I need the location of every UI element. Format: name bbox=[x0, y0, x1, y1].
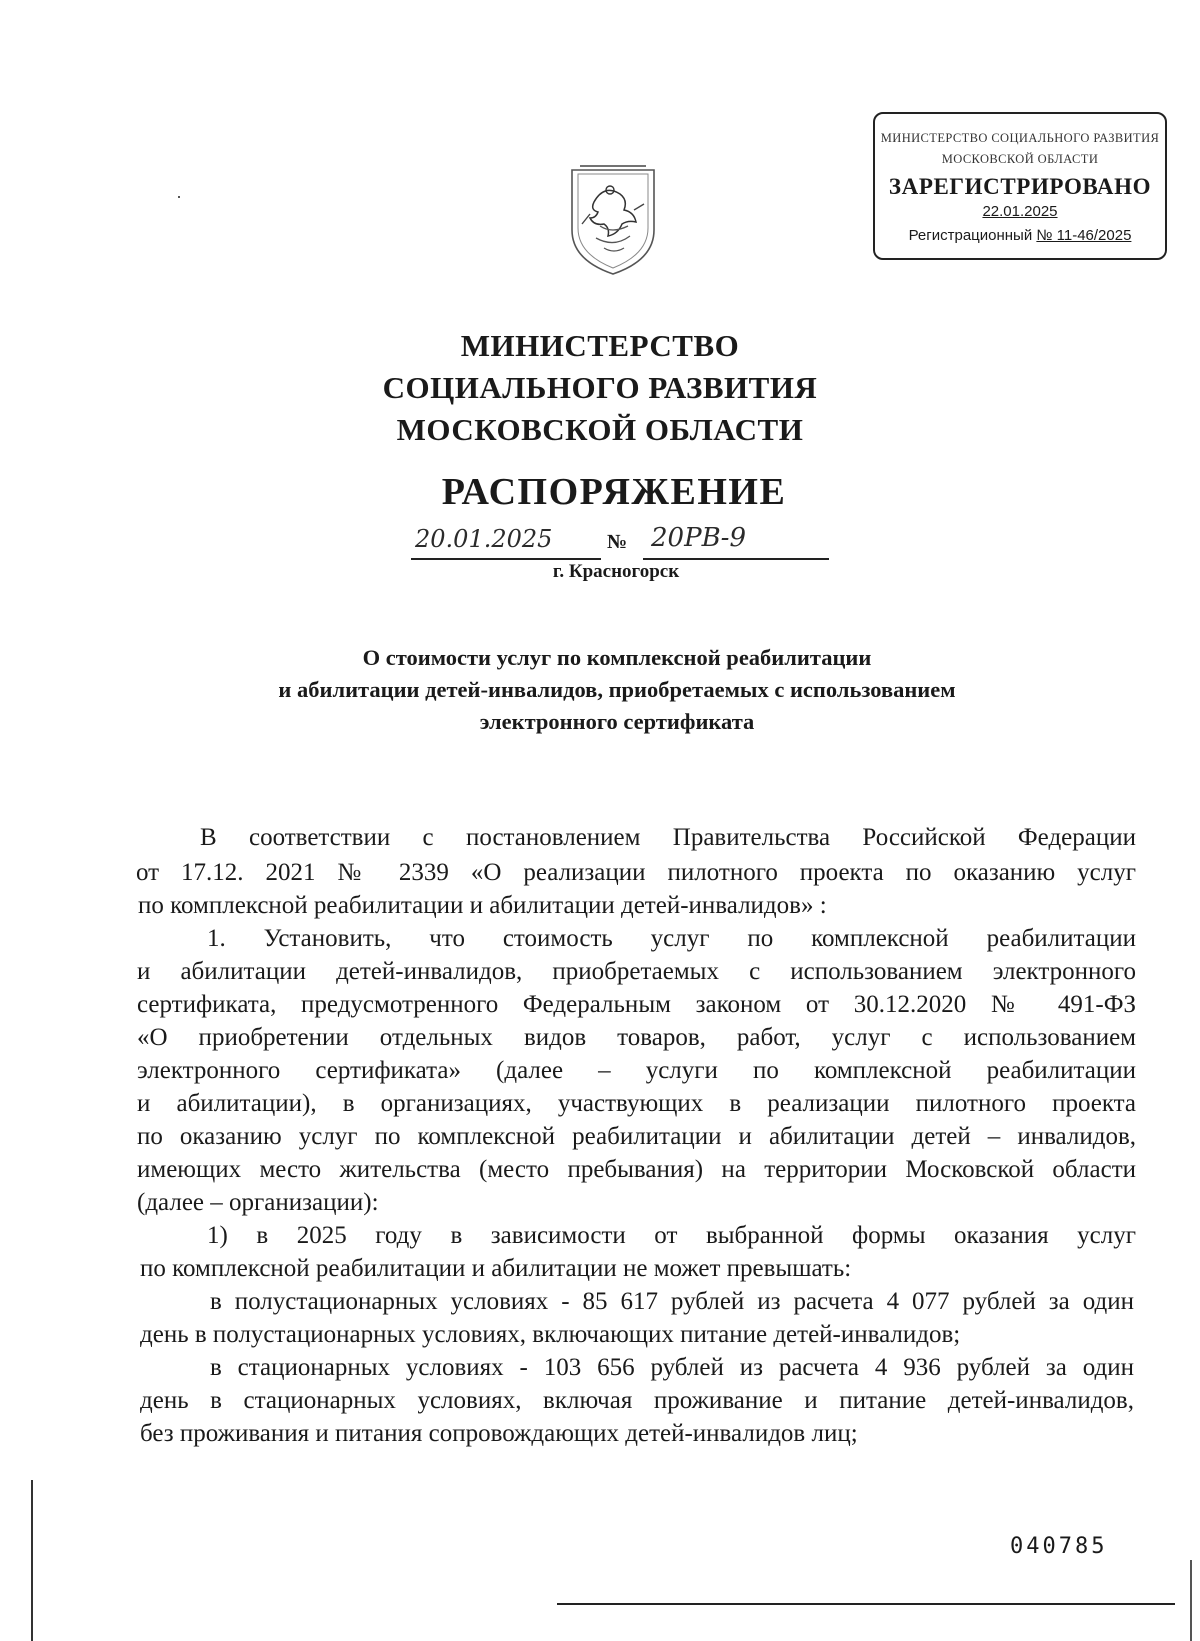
stamp-organization: МИНИСТЕРСТВО СОЦИАЛЬНОГО РАЗВИТИЯ МОСКОВСКОЙ ОБЛАСТИ bbox=[880, 131, 1160, 166]
ministry-line: МОСКОВСКОЙ ОБЛАСТИ bbox=[396, 412, 804, 447]
city: г. Красногорск bbox=[552, 561, 680, 582]
handwritten-number: 20РВ-9 bbox=[651, 523, 747, 553]
stamp-reg-value: № 11-46/2025 bbox=[1036, 227, 1132, 244]
body-line: день в стационарных условиях, включая проживание и питание детей-инвалидов, bbox=[140, 1387, 1134, 1414]
date-underline bbox=[411, 558, 601, 560]
body-line: и абилитации), в организациях, участвующих в реализации пилотного проекта bbox=[137, 1090, 1136, 1117]
handwritten-date: 20.01.2025 bbox=[415, 525, 553, 553]
registration-stamp bbox=[873, 112, 1167, 260]
body-line: по комплексной реабилитации и абилитации детей-инвалидов» : bbox=[138, 892, 827, 919]
title-line: О стоимости услуг по комплексной реабилитации bbox=[362, 645, 872, 670]
body-line: 1) в 2025 году в зависимости от выбранной формы оказания услуг bbox=[207, 1222, 1136, 1249]
number-underline bbox=[643, 558, 829, 560]
document-type: РАСПОРЯЖЕНИЕ bbox=[441, 471, 787, 513]
stamp-status: ЗАРЕГИСТРИРОВАНО bbox=[888, 174, 1152, 199]
ministry-line: МИНИСТЕРСТВО bbox=[460, 328, 740, 363]
document-requisites bbox=[411, 525, 831, 561]
body-line: 1. Установить, что стоимость услуг по комплексной реабилитации bbox=[207, 925, 1136, 952]
title-line: и абилитации детей-инвалидов, приобретаемых с использованием bbox=[278, 677, 956, 702]
body-line: в стационарных условиях - 103 656 рублей из расчета 4 936 рублей за один bbox=[210, 1354, 1134, 1381]
body-line: имеющих место жительства (место пребывания) на территории Московской области bbox=[137, 1156, 1136, 1183]
body-line: (далее – организации): bbox=[137, 1189, 379, 1216]
body-line: день в полустационарных условиях, включающих питание детей-инвалидов; bbox=[140, 1321, 961, 1348]
ministry-line: СОЦИАЛЬНОГО РАЗВИТИЯ bbox=[382, 370, 818, 405]
body-line: «О приобретении отдельных видов товаров, работ, услуг с использованием bbox=[137, 1024, 1136, 1051]
body-line: электронного сертификата» (далее – услуги по комплексной реабилитации bbox=[137, 1057, 1136, 1084]
ministry-name bbox=[0, 325, 1200, 451]
body-line: В соответствии с постановлением Правительства Российской Федерации bbox=[200, 824, 1136, 851]
form-serial-number: 040785 bbox=[1010, 1534, 1108, 1559]
body-line: по оказанию услуг по комплексной реабилитации и абилитации детей – инвалидов, bbox=[137, 1123, 1136, 1150]
scan-margin-line bbox=[31, 1480, 33, 1641]
stamp-reg-label: Регистрационный bbox=[908, 227, 1033, 244]
speck bbox=[178, 196, 180, 198]
body-line: от 17.12. 2021 № 2339 «О реализации пилотного проекта по оказанию услуг bbox=[136, 859, 1136, 886]
body-line: в полустационарных условиях - 85 617 рублей из расчета 4 077 рублей за один bbox=[210, 1288, 1134, 1315]
body-line: без проживания и питания сопровождающих детей-инвалидов лиц; bbox=[140, 1420, 858, 1447]
body-line: и абилитации детей-инвалидов, приобретаемых с использованием электронного bbox=[137, 958, 1136, 985]
footer-rule bbox=[557, 1603, 1175, 1605]
title-line: электронного сертификата bbox=[479, 709, 755, 734]
body-line: сертификата, предусмотренного Федеральным законом от 30.12.2020 № 491-ФЗ bbox=[137, 991, 1136, 1018]
document-title bbox=[0, 642, 1200, 738]
coat-of-arms-icon bbox=[560, 160, 666, 278]
scan-margin-line bbox=[1190, 1560, 1192, 1641]
number-sign: № bbox=[607, 531, 628, 553]
stamp-date: 22.01.2025 bbox=[982, 203, 1058, 220]
body-line: по комплексной реабилитации и абилитации не может превышать: bbox=[140, 1255, 852, 1282]
stamp-reg-number bbox=[875, 226, 1165, 246]
